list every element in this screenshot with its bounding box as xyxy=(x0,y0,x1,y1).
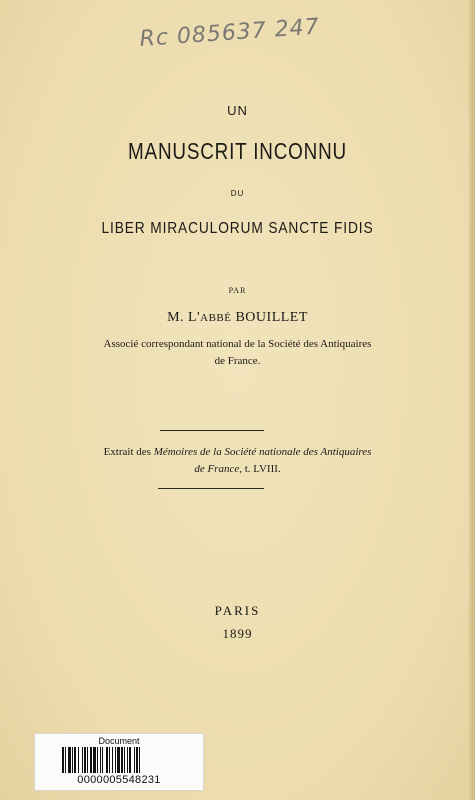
title-line-un: UN xyxy=(227,103,248,118)
barcode-number: 0000005548231 xyxy=(77,774,161,786)
author-abbe: ABBÉ xyxy=(200,312,232,324)
handwritten-shelfmark: Rc 085637 247 xyxy=(138,14,321,52)
author-affiliation-line2: de France. xyxy=(214,355,261,367)
barcode-icon xyxy=(62,747,178,773)
extract-volume: , t. LVIII. xyxy=(239,463,281,475)
title-line-du: DU xyxy=(230,189,245,198)
author-prefix: M. L' xyxy=(167,310,201,325)
title-main: MANUSCRIT INCONNU xyxy=(128,138,347,164)
author-name xyxy=(0,310,475,326)
barcode-title: Document xyxy=(98,736,140,746)
extract-journal-cont: de France xyxy=(194,463,240,475)
divider-bottom xyxy=(158,488,264,489)
imprint-year: 1899 xyxy=(222,626,253,641)
imprint-city: PARIS xyxy=(214,603,261,618)
title-subject: LIBER MIRACULORUM SANCTE FIDIS xyxy=(101,220,374,237)
divider-top xyxy=(160,430,264,431)
extract-prefix: Extrait des xyxy=(103,446,154,458)
byline-par: PAR xyxy=(228,286,247,295)
extract-line1 xyxy=(0,446,475,458)
barcode-label xyxy=(34,733,204,791)
author-surname: BOUILLET xyxy=(231,310,308,325)
extract-line2 xyxy=(0,463,475,475)
extract-journal: Mémoires de la Société nationale des Antiquaires xyxy=(153,446,372,458)
page-edge xyxy=(469,0,475,800)
author-affiliation-line1: Associé correspondant national de la Société des Antiquaires xyxy=(103,338,372,350)
